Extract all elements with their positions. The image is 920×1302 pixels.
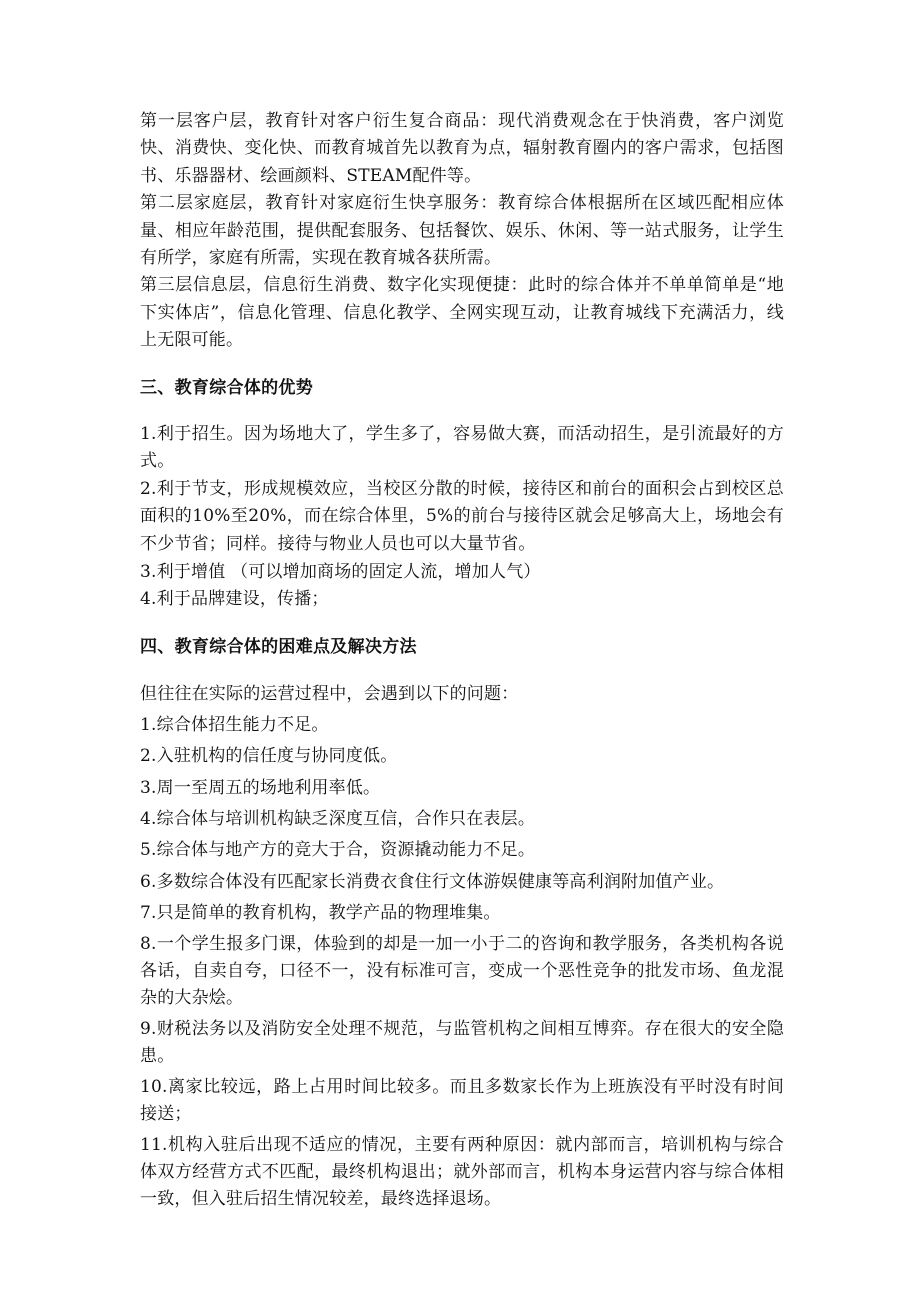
difficulty-item: 4.综合体与培训机构缺乏深度互信，合作只在表层。	[140, 809, 536, 829]
difficulty-item: 11.机构入驻后出现不适应的情况，主要有两种原因：就内部而言，培训机构与综合体双方经营方式不匹配，最终机构退出；就外部而言，机构本身运营内容与综合体相一致，但入驻后招生情况较差，最终选择退场。	[140, 1135, 784, 1209]
advantage-item: 2.利于节支，形成规模效应，当校区分散的时候，接待区和前台的面积会占到校区总面积的10%至20%，而在综合体里，5%的前台与接待区就会足够高大上，场地会有不少节省；同样。接待与物业人员也可以大量节省。	[140, 478, 784, 555]
section-heading-difficulties: 四、教育综合体的困难点及解决方法	[140, 636, 417, 657]
difficulty-item: 9.财税法务以及消防安全处理不规范，与监管机构之间相互博弈。存在很大的安全隐患。	[140, 1019, 784, 1066]
layer-paragraph-2: 第二层家庭层，教育针对家庭衍生快享服务：教育综合体根据所在区域匹配相应体量、相应年龄范围，提供配套服务、包括餐饮、娱乐、休闲、等一站式服务，让学生有所学，家庭有所需，实现在教育城各获所需。	[140, 193, 784, 269]
section-heading-advantages: 三、教育综合体的优势	[140, 377, 313, 398]
difficulties-list	[140, 681, 784, 1213]
layer-paragraph-3: 第三层信息层，信息衍生消费、数字化实现便捷：此时的综合体并不单单简单是“地下实体店”，信息化管理、信息化教学、全网实现互动，让教育城线下充满活力，线上无限可能。	[140, 275, 784, 351]
difficulty-item: 1.综合体招生能力不足。	[140, 715, 329, 736]
difficulty-item: 5.综合体与地产方的竞大于合，资源撬动能力不足。	[140, 840, 536, 861]
difficulty-item: 2.入驻机构的信任度与协同度低。	[140, 746, 398, 767]
advantage-item: 3.利于增值 （可以增加商场的固定人流，增加人气）	[140, 561, 541, 582]
difficulty-item: 8.一个学生报多门课，体验到的却是一加一小于二的咨询和教学服务，各类机构各说各话，自卖自夸，口径不一，没有标准可言，变成一个恶性竞争的批发市场、鱼龙混杂的大杂烩。	[140, 934, 784, 1008]
difficulty-item: 3.周一至周五的场地利用率低。	[140, 777, 381, 798]
advantage-item: 1.利于招生。因为场地大了，学生多了，容易做大赛，而活动招生，是引流最好的方式。	[140, 423, 784, 472]
difficulties-intro: 但往往在实际的运营过程中，会遇到以下的问题：	[140, 683, 519, 704]
layer-paragraph-1: 第一层客户层，教育针对客户衍生复合商品：现代消费观念在于快消费，客户浏览快、消费快、变化快、而教育城首先以教育为点，辐射教育圈内的客户需求，包括图书、乐器器材、绘画颜料、STEAM配件等。	[140, 111, 784, 186]
difficulty-item: 10.离家比较远，路上占用时间比较多。而且多数家长作为上班族没有平时没有时间接送；	[140, 1077, 784, 1124]
advantages-list	[140, 421, 784, 614]
layers-section	[140, 108, 784, 355]
advantage-item: 4.利于品牌建设，传播；	[140, 589, 329, 610]
difficulty-item: 7.只是简单的教育机构，教学产品的物理堆集。	[140, 902, 501, 923]
difficulty-item: 6.多数综合体没有匹配家长消费衣食住行文体游娱健康等高利润附加值产业。	[140, 871, 725, 892]
